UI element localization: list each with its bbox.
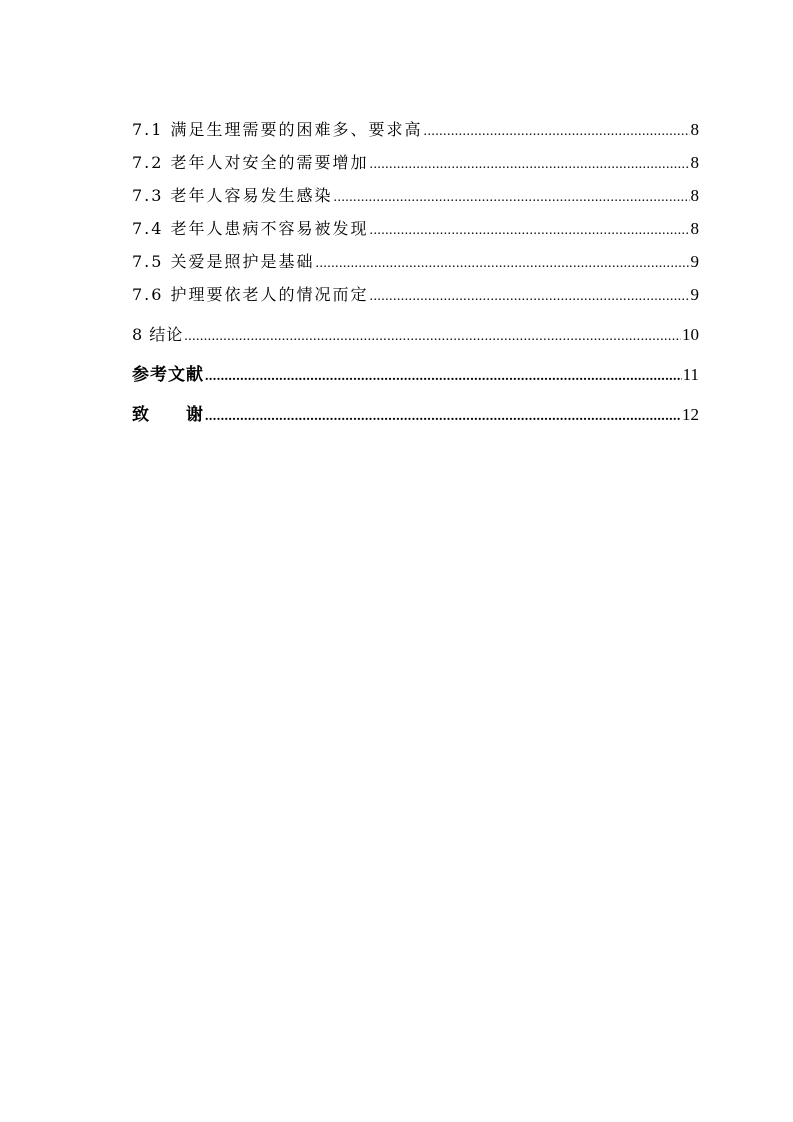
toc-entry-title: 7.4 老年人患病不容易被发现 [132, 219, 369, 238]
toc-leader-dots [184, 327, 681, 347]
toc-entry-title: 8 结论 [132, 325, 184, 344]
toc-entry-7-1[interactable] [132, 120, 699, 153]
toc-leader-dots [205, 407, 681, 427]
toc-entry-page: 10 [682, 325, 699, 344]
toc-entry-title: 7.3 老年人容易发生感染 [132, 186, 333, 205]
toc-entry-page: 8 [690, 153, 699, 172]
toc-entry-8[interactable] [132, 325, 699, 365]
toc-entry-7-2[interactable] [132, 153, 699, 186]
toc-entry-page: 9 [690, 252, 699, 271]
toc-entry-page: 11 [682, 365, 699, 384]
toc-entry-7-5[interactable] [132, 252, 699, 285]
toc-entry-7-4[interactable] [132, 219, 699, 252]
toc-entry-title: 7.6 护理要依老人的情况而定 [132, 285, 369, 304]
toc-entry-7-6[interactable] [132, 285, 699, 325]
toc-entry-title: 参考文献 [132, 365, 204, 385]
table-of-contents [132, 120, 699, 445]
toc-leader-dots [424, 122, 690, 142]
toc-leader-dots [370, 155, 690, 175]
toc-leader-dots [334, 188, 690, 208]
toc-entry-title [132, 405, 204, 425]
toc-entry-page: 8 [690, 120, 699, 139]
toc-leader-dots [316, 254, 690, 274]
toc-entry-references[interactable] [132, 365, 699, 405]
toc-entry-page: 8 [690, 186, 699, 205]
toc-entry-page: 8 [690, 219, 699, 238]
toc-leader-dots [370, 287, 690, 307]
toc-entry-title-part-a: 致 [132, 405, 150, 425]
toc-entry-title: 7.5 关爱是照护是基础 [132, 252, 315, 271]
toc-entry-title: 7.2 老年人对安全的需要增加 [132, 153, 369, 172]
toc-entry-7-3[interactable] [132, 186, 699, 219]
toc-leader-dots [205, 367, 682, 387]
toc-entry-acknowledgements[interactable] [132, 405, 699, 445]
toc-entry-page: 12 [682, 405, 699, 424]
toc-leader-dots [370, 221, 690, 241]
toc-entry-title-part-b: 谢 [186, 405, 204, 425]
toc-entry-title: 7.1 满足生理需要的困难多、要求高 [132, 120, 423, 139]
toc-entry-page: 9 [690, 285, 699, 304]
